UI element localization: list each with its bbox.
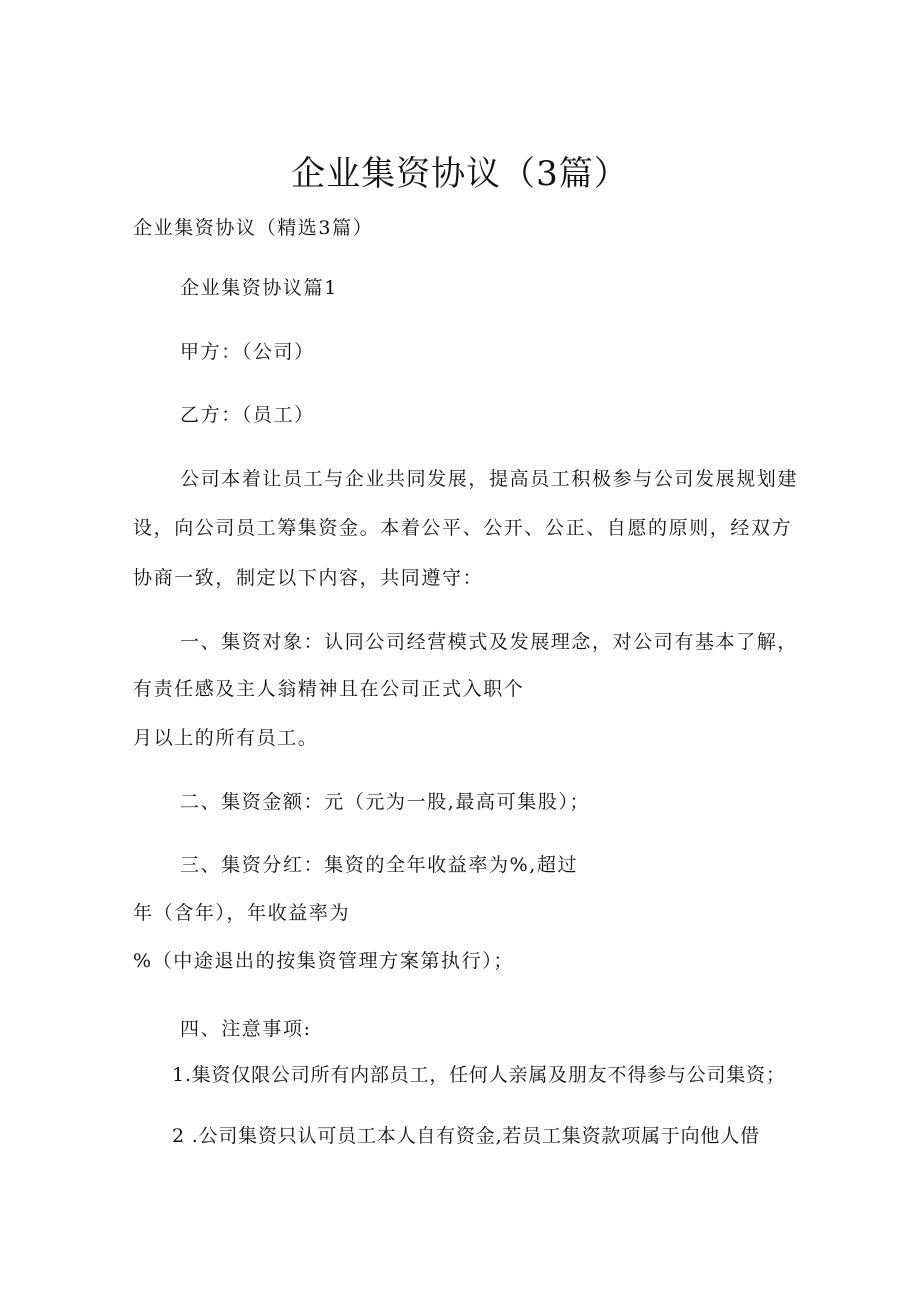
note-2: 2 .公司集资只认可员工本人自有资金,若员工集资款项属于向他人借 [172, 1125, 760, 1147]
section-heading: 企业集资协议篇1 [180, 277, 338, 299]
item1-line-1: 一、集资对象：认同公司经营模式及发展理念，对公司有基本了解， [180, 631, 799, 653]
party-b: 乙方：（员工） [180, 404, 315, 426]
item4-heading: 四、注意事项: [180, 1018, 312, 1040]
intro-line-2: 设，向公司员工筹集资金。本着公平、公开、公正、自愿的原则，经双方 [133, 517, 793, 539]
party-a: 甲方：（公司） [180, 341, 315, 363]
item3-line-3: %（中途退出的按集资管理方案第执行）； [133, 950, 514, 972]
note-1: 1.集资仅限公司所有内部员工，任何人亲属及朋友不得参与公司集资； [172, 1064, 786, 1086]
document-subtitle: 企业集资协议（精选3篇） [133, 217, 374, 239]
item3-line-1: 三、集资分红：集资的全年收益率为%,超过 [180, 854, 579, 876]
item3-line-2: 年（含年），年收益率为 [133, 902, 351, 924]
item1-line-3: 月以上的所有员工。 [133, 727, 319, 749]
document-title: 企业集资协议（3篇） [291, 154, 629, 194]
intro-line-3: 协商一致，制定以下内容，共同遵守： [133, 567, 484, 589]
item2: 二、集资金额：元（元为一股,最高可集股）； [180, 791, 591, 813]
intro-line-1: 公司本着让员工与企业共同发展，提高员工积极参与公司发展规划建 [180, 468, 799, 490]
item1-line-2: 有责任感及主人翁精神且在公司正式入职个 [133, 678, 525, 700]
